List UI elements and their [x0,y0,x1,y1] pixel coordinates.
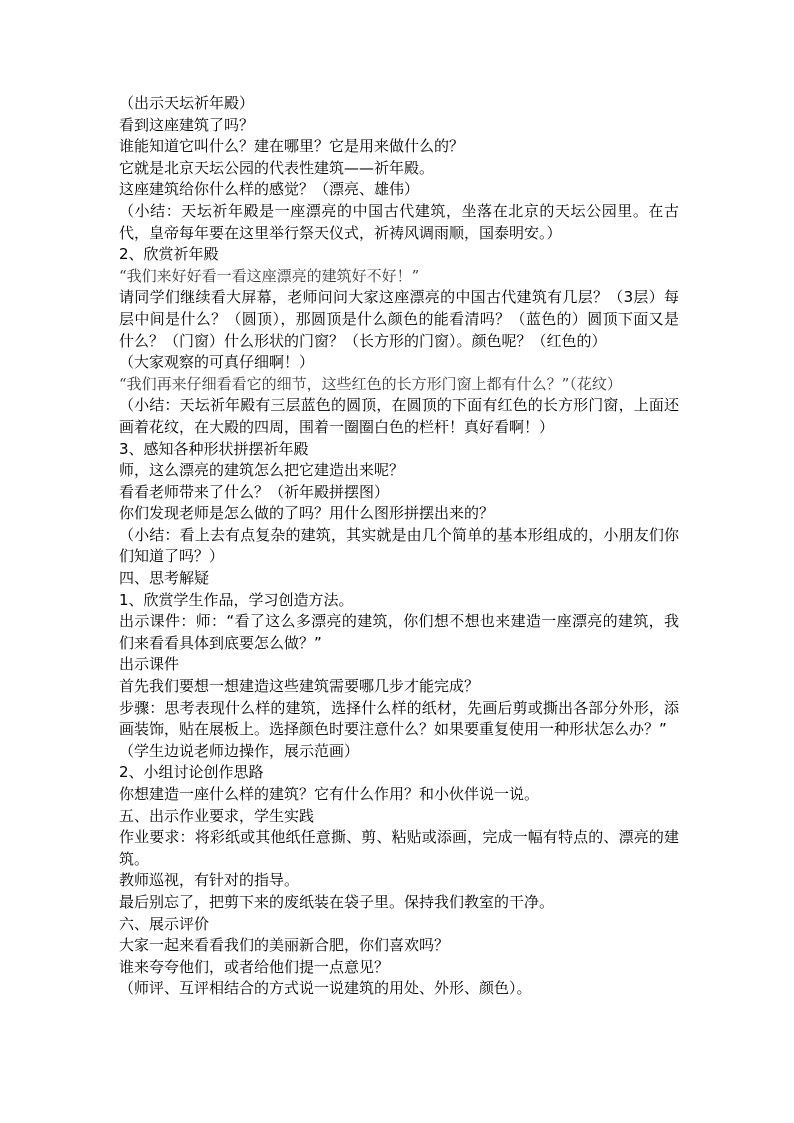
paragraph: 出示课件 [119,655,180,674]
paragraph: 最后别忘了，把剪下来的废纸装在袋子里。保持我们教室的干净。 [119,892,555,911]
section-heading: 3、感知各种形状拼摆祈年殿 [119,439,309,458]
summary-paragraph: （小结：天坛祈年殿是一座漂亮的中国古代建筑，坐落在北京的天坛公园里。在古代，皇帝每年要在这里举行祭天仪式，祈祷风调雨顺，国泰明安。） [119,201,679,242]
section-heading: 2、小组讨论创作思路 [119,763,264,782]
paragraph: 教师巡视，有针对的指导。 [119,871,300,890]
paragraph: 师，这么漂亮的建筑怎么把它建造出来呢？ [119,461,405,480]
quote-paragraph: “我们再来仔细看看它的细节，这些红色的长方形门窗上都有什么？”（花纹） [119,374,622,393]
paragraph: 谁能知道它叫什么？建在哪里？它是用来做什么的？ [119,137,465,156]
paragraph: 请同学们继续看大屏幕，老师问问大家这座漂亮的中国古代建筑有几层？（3层）每层中间是什么？（圆顶），那圆顶是什么颜色的能看清吗？（蓝色的）圆顶下面又是什么？（门窗）什么形状的门窗？（长方形的门窗）。颜色呢？（红色的） [119,288,679,350]
paragraph: 步骤：思考表现什么样的建筑，选择什么样的纸材，先画后剪或撕出各部分外形，添画装饰，贴在展板上。选择颜色时要注意什么？如果要重复使用一种形状怎么办？” [119,698,679,739]
summary-paragraph: （小结：天坛祈年殿有三层蓝色的圆顶，在圆顶的下面有红色的长方形门窗，上面还画着花纹，在大殿的四周，围着一圈圈白色的栏杆！真好看啊！） [119,396,679,436]
paragraph: 大家一起来看看我们的美丽新合肥，你们喜欢吗？ [119,936,450,955]
section-heading: 1、欣赏学生作品，学习创造方法。 [119,590,354,609]
paragraph: （学生边说老师边操作，展示范画） [119,741,360,760]
paragraph: （出示天坛祈年殿） [119,94,255,112]
paragraph: 作业要求：将彩纸或其他纸任意撕、剪、粘贴或添画，完成一幅有特点的、漂亮的建筑。 [119,828,679,868]
paragraph: （大家观察的可真仔细啊！） [119,353,315,372]
document-body [119,93,679,1000]
section-heading: 四、思考解疑 [119,569,210,588]
section-heading: 五、出示作业要求，学生实践 [119,806,315,825]
quote-paragraph: “我们来好好看一看这座漂亮的建筑好不好！” [119,266,420,285]
paragraph: 首先我们要想一想建造这些建筑需要哪几步才能完成？ [119,677,480,696]
paragraph: 这座建筑给你什么样的感觉？（漂亮、雄伟） [119,180,420,199]
paragraph: 出示课件：师：“看了这么多漂亮的建筑，你们想不想也来建造一座漂亮的建筑，我们来看看具体到底要怎么做？” [119,612,679,652]
paragraph: 看到这座建筑了吗？ [119,115,255,134]
paragraph: （师评、互评相结合的方式说一说建筑的用处、外形、颜色）。 [119,979,532,998]
paragraph: 看看老师带来了什么？（祈年殿拼摆图） [119,482,390,501]
paragraph: 谁来夸夸他们，或者给他们提一点意见？ [119,957,390,976]
summary-paragraph: （小结：看上去有点复杂的建筑，其实就是由几个简单的基本形组成的，小朋友们你们知道了吗？） [119,525,679,566]
paragraph: 你想建造一座什么样的建筑？它有什么作用？和小伙伴说一说。 [119,785,540,803]
paragraph: 它就是北京天坛公园的代表性建筑——祈年殿。 [119,158,435,177]
section-heading: 六、展示评价 [119,914,210,933]
paragraph: 你们发现老师是怎么做的了吗？用什么图形拼摆出来的？ [119,504,495,523]
section-heading: 2、欣赏祈年殿 [119,245,219,264]
